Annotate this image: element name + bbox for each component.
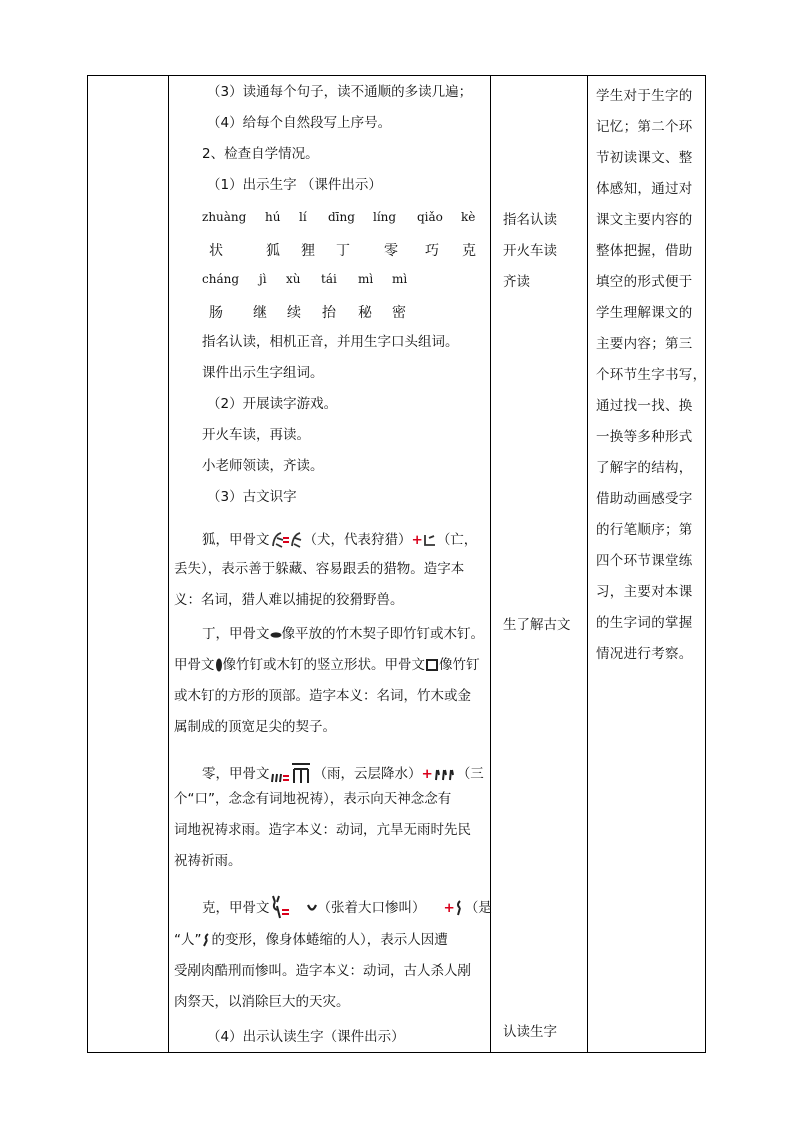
step-text: （1）出示生字 （课件出示） [207, 177, 382, 193]
ancient-script-line: 属制成的顶宽足尖的契子。 [174, 719, 336, 735]
activity-text: 认读生字 [503, 1024, 557, 1040]
pinyin: mì [392, 272, 408, 286]
hanzi: 狐 [266, 243, 280, 259]
hanzi: 零 [384, 243, 398, 259]
ancient-script-line: 肉祭天，以消除巨大的天灾。 [174, 994, 350, 1010]
pinyin: lí [299, 210, 307, 224]
oracle-glyph-icon [423, 532, 437, 548]
pinyin: zhuàng [202, 210, 247, 224]
ancient-script-line: 词地祝祷求雨。造字本义：动词，亢旱无雨时先民 [174, 822, 471, 838]
hanzi: 肠 [209, 305, 223, 321]
hanzi: 状 [209, 243, 223, 259]
hanzi: 丁 [336, 243, 350, 259]
pinyin: qiǎo [417, 210, 443, 224]
ancient-script-line: 个“口”，念念有词地祝祷），表示向天神念念有 [174, 791, 452, 807]
note-line: 借助动画感受字 [596, 491, 693, 507]
pinyin: líng [373, 210, 397, 224]
step-text: 指名认读，相机正音，并用生字口头组词。 [202, 334, 459, 350]
step-text: 课件出示生字组词。 [202, 365, 324, 381]
step-text: （3）读通每个句子，读不通顺的多读几遍； [207, 84, 473, 100]
oracle-glyph-icon [270, 760, 314, 788]
oracle-glyph-icon [215, 657, 223, 673]
lesson-plan-table [87, 75, 706, 1053]
note-line: 学生对于生字的 [596, 88, 693, 104]
step-text: 开火车读，再读。 [202, 427, 310, 443]
activity-text: 开火车读 [503, 243, 557, 259]
hanzi: 继 [253, 305, 267, 321]
note-line: 记忆；第二个环 [596, 119, 693, 135]
ancient-script-line: 或木钉的方形的顶部。造字本义：名词，竹木或金 [174, 688, 471, 704]
note-line: 情况进行考察。 [596, 646, 693, 662]
note-line: 的生字词的掌握 [596, 615, 693, 631]
column-divider [168, 76, 169, 1052]
note-line: 通过找一找、换 [596, 398, 693, 414]
ancient-script-line: 零，甲骨文 （雨，云层降水）+ （三 [202, 760, 484, 788]
step-text: 小老师领读，齐读。 [202, 458, 324, 474]
note-line: 的行笔顺序；第 [596, 522, 693, 538]
oracle-glyph-icon [306, 902, 318, 914]
note-line: 学生理解课文的 [596, 305, 693, 321]
activity-text: 生了解古文 [503, 617, 571, 633]
note-line: 体感知，通过对 [596, 181, 693, 197]
ancient-script-line: 甲骨文 像竹钉或木钉的竖立形状。甲骨文 像竹钉 [174, 657, 480, 673]
note-line: 习，主要对本课 [596, 584, 693, 600]
ancient-script-line: 祝祷祈雨。 [174, 853, 242, 869]
oracle-glyph-icon [425, 658, 439, 672]
column-divider [587, 76, 588, 1052]
pinyin: jì [259, 272, 267, 286]
hanzi: 续 [287, 305, 301, 321]
note-line: 节初读课文、整 [596, 150, 693, 166]
note-line: 主要内容；第三 [596, 336, 693, 352]
ancient-script-line: 受剐肉酷刑而惨叫。造字本义：动词，古人杀人剐 [174, 963, 471, 979]
hanzi: 秘 [358, 305, 372, 321]
ancient-script-line: 克，甲骨文 （张着大口惨叫） + （是 [202, 894, 492, 922]
ancient-script-line: 丢失），表示善于躲藏、容易跟丢的猎物。造字本 [174, 561, 465, 577]
step-text: （4）给每个自然段写上序号。 [207, 115, 392, 131]
step-text: （3）古文识字 [207, 489, 297, 505]
oracle-glyph-icon [202, 932, 212, 948]
pinyin: tái [321, 272, 337, 286]
hanzi: 狸 [301, 243, 315, 259]
oracle-glyph-icon [433, 766, 457, 782]
ancient-script-line: 义：名词，猎人难以捕捉的狡猾野兽。 [174, 592, 404, 608]
hanzi: 密 [392, 305, 406, 321]
note-line: 了解字的结构， [596, 460, 693, 476]
ancient-script-line: 狐，甲骨文 （犬，代表狩猎）+ （亡， [202, 532, 478, 548]
hanzi: 巧 [425, 243, 439, 259]
hanzi: 抬 [322, 305, 336, 321]
pinyin: dīng [328, 210, 355, 224]
step-text: 2、检查自学情况。 [202, 146, 319, 162]
activity-text: 指名认读 [503, 212, 557, 228]
oracle-glyph-icon [455, 899, 465, 917]
step-text: （2）开展读字游戏。 [207, 396, 338, 412]
activity-text: 齐读 [503, 274, 530, 290]
pinyin: mì [358, 272, 374, 286]
pinyin: hú [265, 210, 281, 224]
hanzi: 克 [462, 243, 476, 259]
ancient-script-line: 丁，甲骨文 像平放的竹木契子即竹钉或木钉。 [202, 626, 484, 642]
oracle-glyph-icon [270, 628, 282, 640]
note-line: 一换等多种形式 [596, 429, 693, 445]
ancient-script-line: “人” 的变形，像身体蜷缩的人），表示人因遭 [174, 932, 448, 948]
step-text: （4）出示认读生字（课件出示） [207, 1029, 405, 1045]
note-line: 填空的形式便于 [596, 274, 693, 290]
note-line: 课文主要内容的 [596, 212, 693, 228]
note-line: 个环节生字书写， [596, 367, 707, 383]
note-line: 整体把握，借助 [596, 243, 693, 259]
pinyin: kè [461, 210, 476, 224]
oracle-glyph-icon [270, 530, 304, 550]
pinyin: cháng [202, 272, 240, 286]
pinyin: xù [286, 272, 301, 286]
note-line: 四个环节课堂练 [596, 553, 693, 569]
oracle-glyph-icon [270, 894, 292, 922]
